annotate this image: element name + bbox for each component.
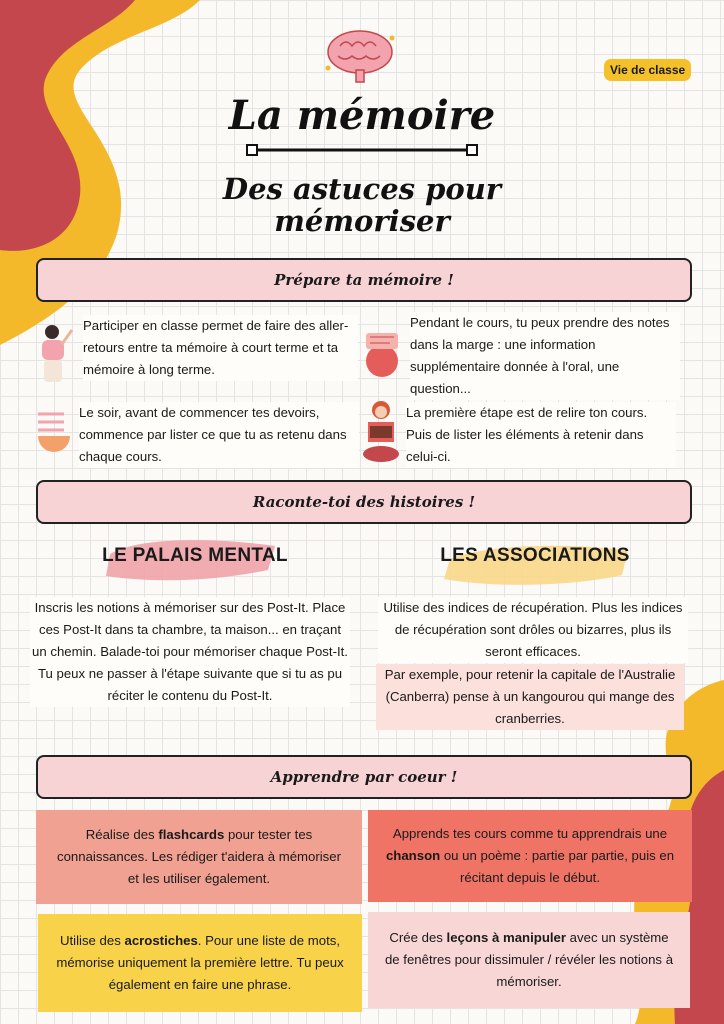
associations-text: Utilise des indices de récupération. Plus les indices de récupération sont drôles ou bizarres, plus ils seront efficaces. <box>378 597 688 663</box>
tip-flashcards-post: pour tester tes connaissances. Les rédiger t'aidera à mémoriser et les utiliser également. <box>57 827 341 886</box>
associations-title: LES ASSOCIATIONS <box>440 545 630 566</box>
section-title-by-heart: Apprendre par coeur ! <box>36 755 692 799</box>
mental-palace-title: LE PALAIS MENTAL <box>102 545 288 566</box>
tip-manipulate-bold: leçons à manipuler <box>446 930 567 945</box>
tip-manipulate-pre: Crée des <box>389 930 447 945</box>
page-title: La mémoire <box>228 92 496 139</box>
tip-reread: La première étape est de relire ton cours. Puis de lister les éléments à retenir dans celui-ci. <box>406 402 676 468</box>
tip-song-post: ou un poème : partie par partie, puis en récitant depuis le début. <box>440 848 675 885</box>
mental-palace-text: Inscris les notions à mémoriser sur des Post-It. Place ces Post-It dans ta chambre, ta maison... en traçant un chemin. Balade-toi pour mémoriser chaque Post-It. Tu peux ne passer à l'étape suivante que si tu as pu réciter le contenu du Post-It. <box>30 597 350 707</box>
tip-flashcards-bold: flashcards <box>158 827 225 842</box>
reading-icon <box>360 398 402 464</box>
page-subtitle-line1: Des astuces pour <box>222 172 502 206</box>
page-subtitle-line2: mémoriser <box>274 204 450 238</box>
tip-acrostics-pre: Utilise des <box>59 933 125 948</box>
tip-flashcards <box>36 810 362 904</box>
tip-evening-list: Le soir, avant de commencer tes devoirs, commence par lister ce que tu as retenu dans chaque cours. <box>79 402 359 468</box>
tip-participate: Participer en classe permet de faire des aller-retours entre ta mémoire à court terme et ta mémoire à long terme. <box>83 315 358 381</box>
student-icon <box>34 322 74 384</box>
tip-song-bold: chanson <box>385 848 441 863</box>
tip-notes: Pendant le cours, tu peux prendre des notes dans la marge : une information supplémentaire donnée à l'oral, une question... <box>410 312 680 400</box>
tip-song <box>368 810 692 902</box>
tip-song-pre: Apprends tes cours comme tu apprendrais une <box>392 826 668 841</box>
writing-icon <box>360 325 404 377</box>
tip-acrostics-post: . Pour une liste de mots, mémorise uniquement la première lettre. Tu peux également en faire une phrase. <box>56 933 344 992</box>
tip-flashcards-pre: Réalise des <box>85 827 159 842</box>
section-title-stories: Raconte-toi des histoires ! <box>36 480 692 524</box>
category-badge: Vie de classe <box>604 59 691 81</box>
associations-example: Par exemple, pour retenir la capitale de l'Australie (Canberra) pense à un kangourou qui mange des cranberries. <box>376 664 684 730</box>
tip-acrostics-bold: acrostiches <box>124 933 198 948</box>
brain-icon <box>320 26 400 84</box>
section-title-prepare: Prépare ta mémoire ! <box>36 258 692 302</box>
tip-manipulate <box>368 912 690 1008</box>
checklist-icon <box>34 406 74 458</box>
title-divider <box>245 143 479 157</box>
tip-manipulate-post: avec un système de fenêtres pour dissimuler / révéler les notions à mémoriser. <box>384 930 674 989</box>
tip-acrostics <box>38 914 362 1012</box>
